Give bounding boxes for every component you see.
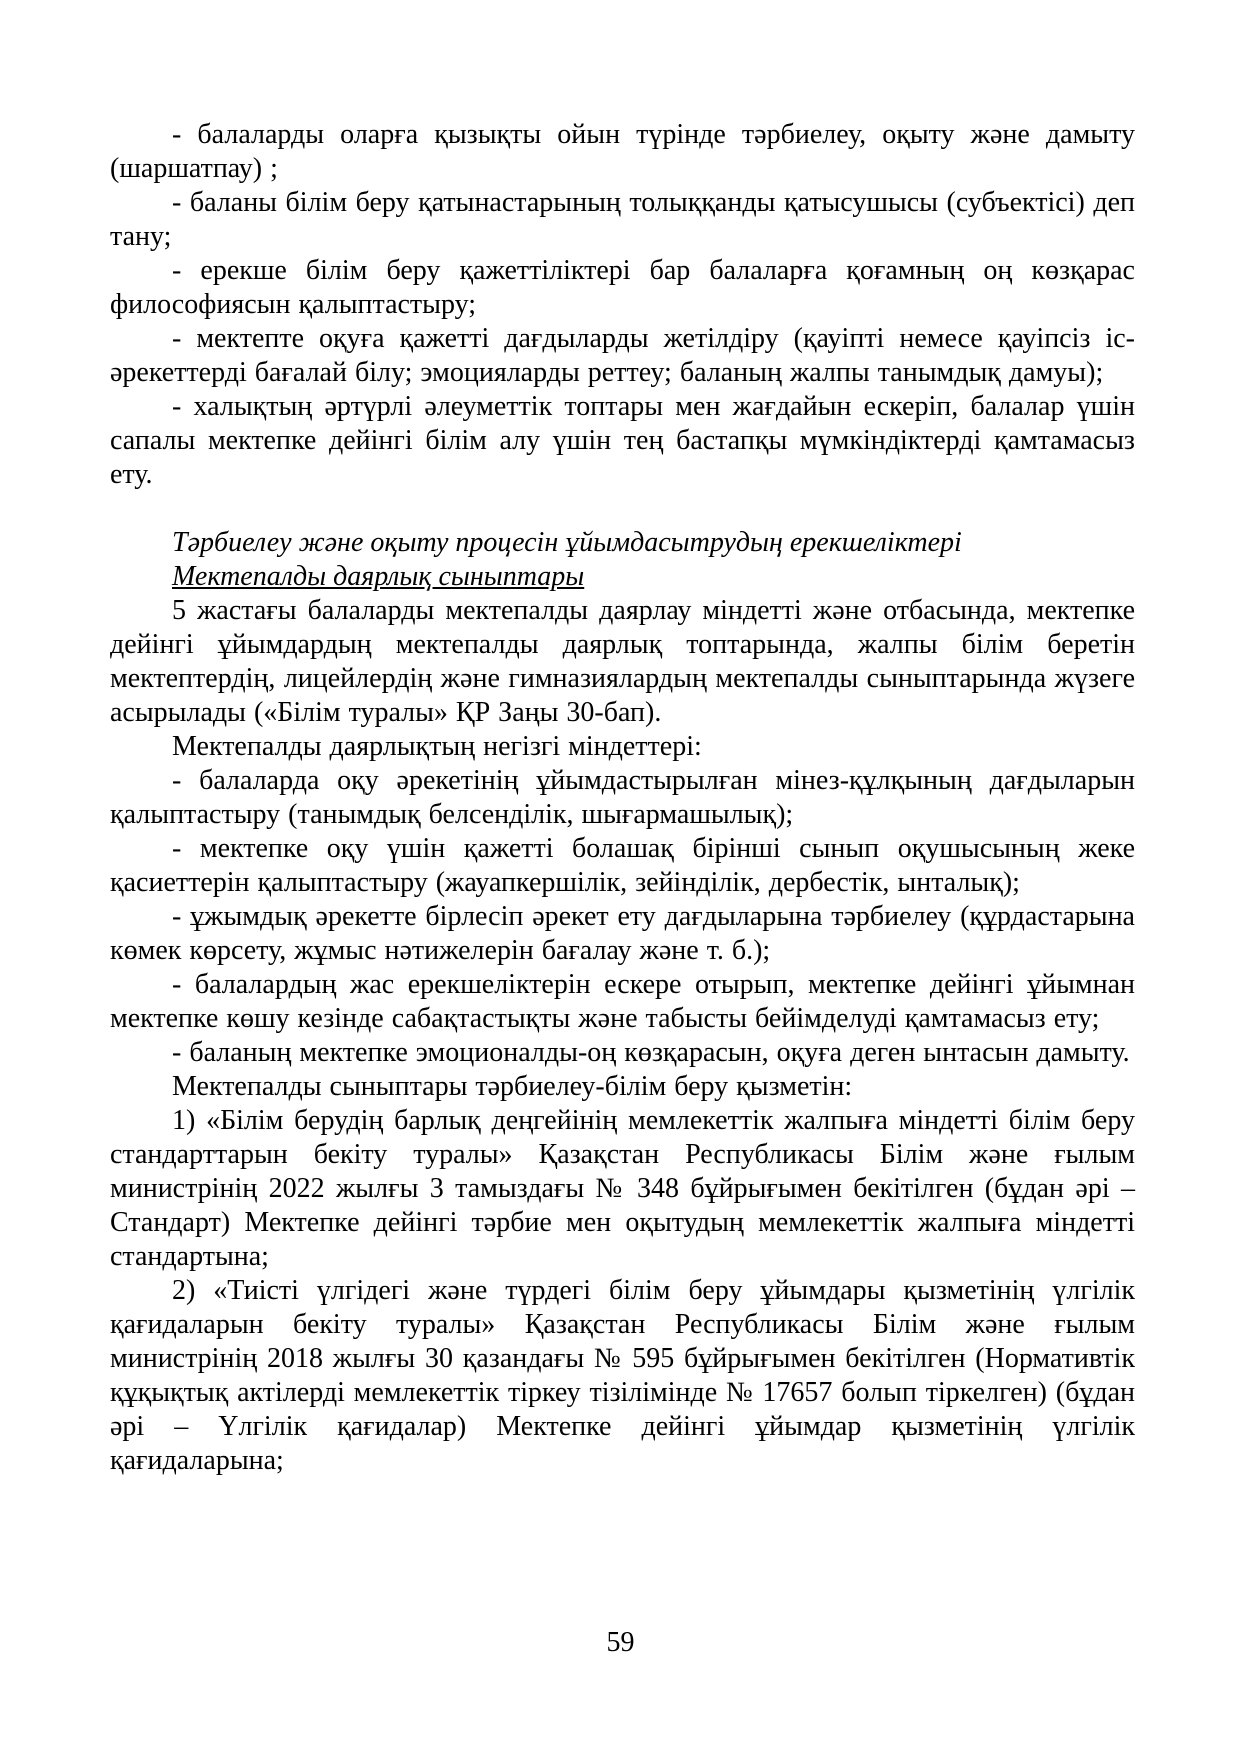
page-number: 59: [606, 1627, 635, 1658]
paragraph: 1) «Білім берудің барлық деңгейінің мемлекеттік жалпыға міндетті білім беру стандарттарын бекіту туралы» Қазақстан Республикасы Білім және ғылым министрінің 2022 жылғы 3 тамыздағы № 348 бұйрығымен бекітілген (бұдан әрі – Стандарт) Мектепке дейінгі тәрбие мен оқытудың мемлекеттік жалпыға міндетті стандартына;: [110, 1105, 1135, 1272]
paragraph: Мектепалды даярлықтың негізгі міндеттері:: [172, 731, 702, 762]
paragraph: - балаларды оларға қызықты ойын түрінде тәрбиелеу, оқыту және дамыту (шаршатпау) ;: [110, 119, 1135, 184]
section-subheading: [110, 560, 1135, 594]
paragraph: - мектепте оқуға қажетті дағдыларды жетілдіру (қауіпті немесе қауіпсіз іс-әрекеттерді бағалай білу; эмоцияларды реттеу; баланың жалпы танымдық дамуы);: [110, 323, 1135, 388]
paragraph: Мектепалды сыныптары тәрбиелеу-білім беру қызметін:: [172, 1071, 853, 1102]
paragraph: - баланың мектепке эмоционалды-оң көзқарасын, оқуға деген ынтасын дамыту.: [172, 1037, 1130, 1068]
section-heading: Тәрбиелеу және оқыту процесін ұйымдасытрудың ерекшеліктері: [172, 527, 962, 558]
paragraph: 2) «Тиісті үлгідегі және түрдегі білім беру ұйымдары қызметінің үлгілік қағидаларын бекіту туралы» Қазақстан Республикасы Білім және ғылым министрінің 2018 жылғы 30 қазандағы № 595 бұйрығымен бекітілген (Нормативтік құқықтық актілерді мемлекеттік тіркеу тізілімінде № 17657 болып тіркелген) (бұдан әрі – Үлгілік қағидалар) Мектепке дейінгі ұйымдар қызметінің үлгілік қағидаларына;: [110, 1275, 1135, 1476]
paragraph: - баланы білім беру қатынастарының толыққанды қатысушысы (субъектісі) деп тану;: [110, 187, 1135, 252]
paragraph: - балалардың жас ерекшеліктерін ескере отырып, мектепке дейінгі ұйымнан мектепке көшу кезінде сабақтастықты және табысты бейімделуді қамтамасыз ету;: [110, 969, 1135, 1034]
paragraph: - халықтың әртүрлі әлеуметтік топтары мен жағдайын ескеріп, балалар үшін сапалы мектепке дейінгі білім алу үшін тең бастапқы мүмкіндіктерді қамтамасыз ету.: [110, 391, 1135, 490]
paragraph: - мектепке оқу үшін қажетті болашақ бірінші сынып оқушысының жеке қасиеттерін қалыптастыру (жауапкершілік, зейінділік, дербестік, ынталық);: [110, 833, 1135, 898]
paragraph: - ұжымдық әрекетте бірлесіп әрекет ету дағдыларына тәрбиелеу (құрдастарына көмек көрсету, жұмыс нәтижелерін бағалау және т. б.);: [110, 901, 1135, 966]
paragraph: - балаларда оқу әрекетінің ұйымдастырылған мінез-құлқының дағдыларын қалыптастыру (танымдық белсенділік, шығармашылық);: [110, 765, 1135, 830]
section-subheading-text: Мектепалды даярлық сыныптары: [172, 561, 585, 592]
paragraph: 5 жастағы балаларды мектепалды даярлау міндетті және отбасында, мектепке дейінгі ұйымдардың мектепалды даярлық топтарында, жалпы білім беретін мектептердің, лицейлердің және гимназиялардың мектепалды сыныптарында жүзеге асырылады («Білім туралы» ҚР Заңы 30-бап).: [110, 595, 1135, 728]
paragraph: - ерекше білім беру қажеттіліктері бар балаларға қоғамның оң көзқарас философиясын қалыптастыру;: [110, 255, 1135, 320]
document-content: [110, 118, 1135, 1478]
